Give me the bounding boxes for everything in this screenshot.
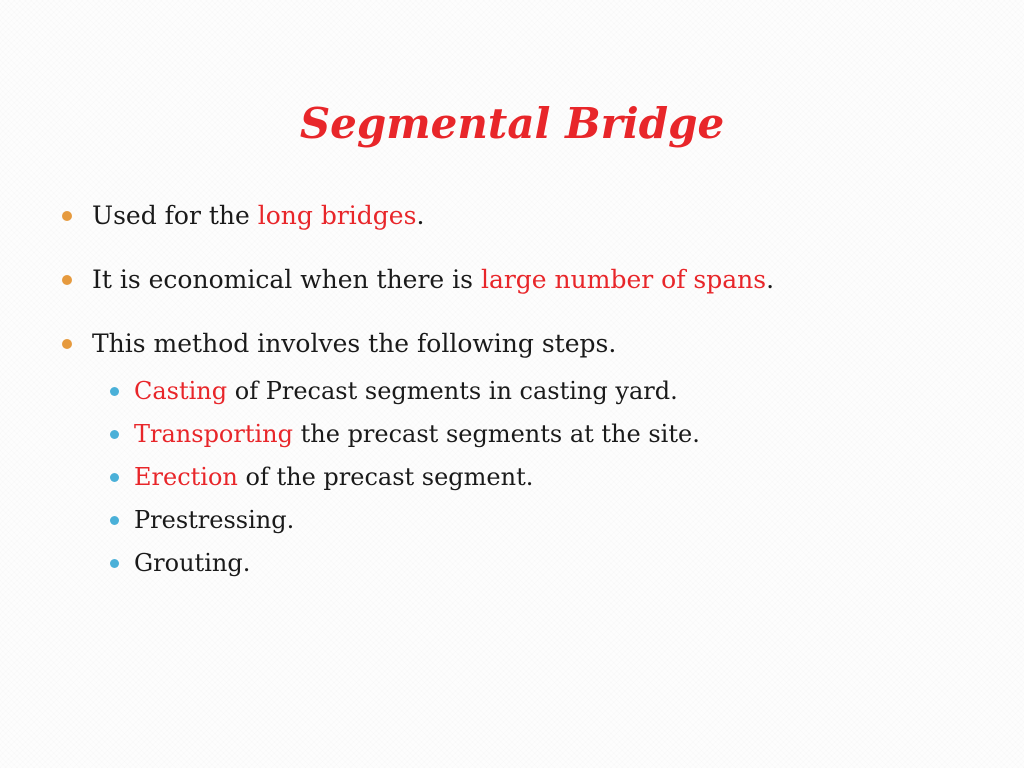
bullet-item-long-bridges: [60, 196, 1000, 236]
step-item-grouting: [92, 542, 1000, 585]
step-item-erection: [92, 456, 1000, 499]
bullet-text: This method involves the following steps.: [92, 329, 617, 358]
step-item-casting: [92, 370, 1000, 413]
bullet-text-end: .: [416, 201, 425, 230]
step-text: Grouting.: [134, 549, 251, 577]
bullet-highlight: large number of spans: [480, 265, 767, 294]
bullet-text: Used for the: [92, 201, 258, 230]
bullet-item-method-steps: [60, 324, 1000, 585]
step-text: of the precast segment.: [237, 463, 534, 491]
step-text: Prestressing.: [134, 506, 295, 534]
step-text: the precast segments at the site.: [293, 420, 700, 448]
bullet-text: It is economical when there is: [92, 265, 481, 294]
bullet-item-economical: [60, 260, 1000, 300]
bullet-list: [60, 196, 1000, 585]
step-highlight: Erection: [134, 463, 238, 491]
slide-title: Segmental Bridge: [299, 99, 725, 148]
bullet-highlight: long bridges: [257, 201, 417, 230]
step-item-transporting: [92, 413, 1000, 456]
steps-list: [92, 370, 1000, 585]
step-highlight: Casting: [134, 377, 228, 405]
bullet-marker-icon: [62, 339, 72, 349]
sub-bullet-marker-icon: [110, 387, 119, 396]
sub-bullet-marker-icon: [110, 516, 119, 525]
bullet-marker-icon: [62, 211, 72, 221]
step-highlight: Transporting: [134, 420, 293, 448]
bullet-text-end: .: [766, 265, 775, 294]
bullet-marker-icon: [62, 275, 72, 285]
sub-bullet-marker-icon: [110, 430, 119, 439]
sub-bullet-marker-icon: [110, 559, 119, 568]
step-item-prestressing: [92, 499, 1000, 542]
step-text: of Precast segments in casting yard.: [227, 377, 678, 405]
sub-bullet-marker-icon: [110, 473, 119, 482]
